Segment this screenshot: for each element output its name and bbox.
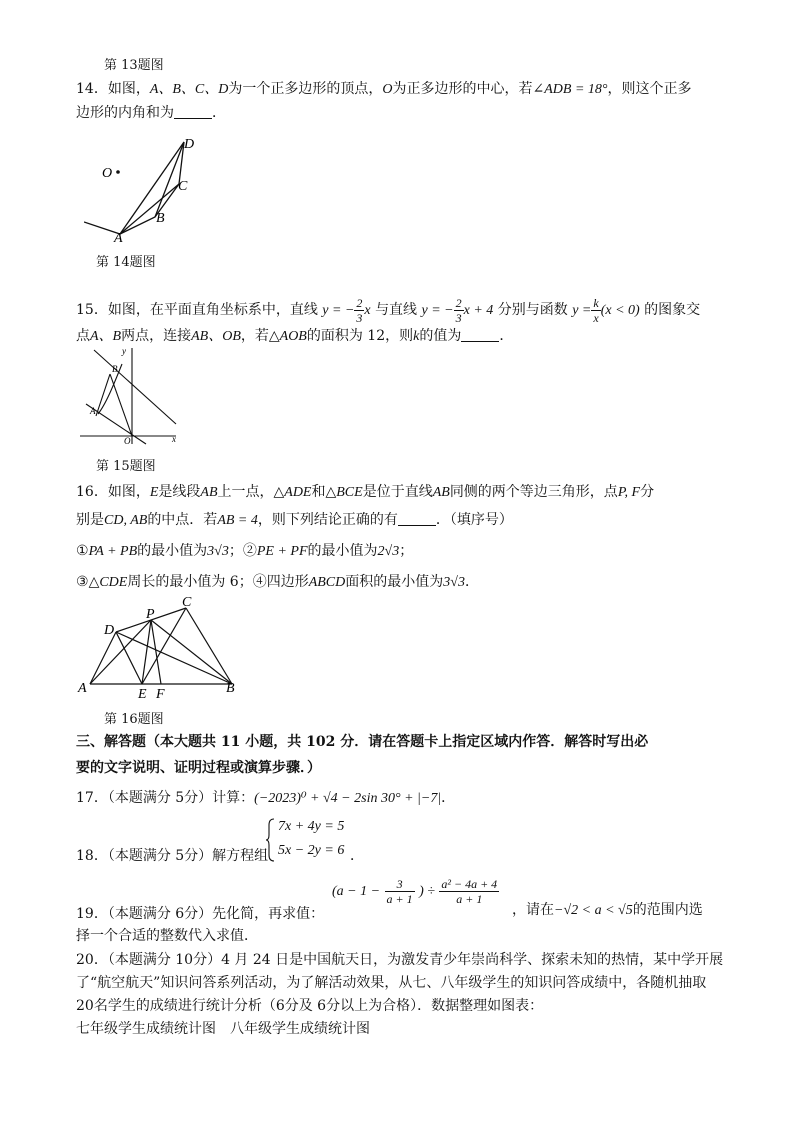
denominator: a + 1 <box>386 891 413 906</box>
question-16-line-3 <box>76 541 413 562</box>
label-f: F <box>156 687 165 702</box>
numerator: 2 <box>455 295 462 310</box>
center-point-o <box>116 170 120 174</box>
q15-function-eq: y = <box>572 303 592 318</box>
q15-text: ． <box>499 328 514 344</box>
q16-text: 上一点， <box>217 484 274 500</box>
figure-15-caption: 第 15题图 <box>96 459 156 474</box>
label-a: A <box>114 231 123 244</box>
question-15-line-1 <box>76 295 700 326</box>
label-c: C <box>182 595 192 610</box>
q16-text: 的最小值为 <box>137 543 208 559</box>
segment-pb <box>151 620 232 684</box>
q15-text: 点 <box>76 328 90 344</box>
question-16-line-4 <box>76 572 479 593</box>
label-d: D <box>104 623 115 638</box>
denominator: 3 <box>356 310 363 325</box>
q15-math: △AOB <box>268 329 307 344</box>
q16-text: 16．如图， <box>76 484 150 500</box>
question-18: 18．（本题满分 5分）解方程组 <box>76 848 269 864</box>
q15-text: 的面积为 12，则 <box>306 328 414 344</box>
q16-text: 别是 <box>76 512 104 528</box>
q16-math: 2√3 <box>377 544 400 559</box>
hyperbola-branch <box>98 364 122 414</box>
fraction <box>439 877 499 906</box>
label-p: P <box>146 607 155 622</box>
figure-15-coordinate-plane <box>76 344 186 448</box>
q19-text: 的范围内选 <box>632 902 703 918</box>
numerator: 3 <box>385 877 415 892</box>
q19-text: ，请在 <box>512 902 554 918</box>
label-b: B <box>156 211 165 226</box>
q16-math: 3√3 <box>443 575 465 590</box>
q16-math: AB <box>432 485 450 500</box>
fraction <box>354 296 364 325</box>
q15-function-eq: (x < 0) <box>600 303 640 318</box>
q14-text: 边形的内角和为 <box>76 105 174 121</box>
numerator: 2 <box>356 295 363 310</box>
q15-math: A、B <box>90 329 122 344</box>
q19-text: 19．（本题满分 6分）先化简，再求值： <box>76 906 325 922</box>
segment-db <box>116 632 232 684</box>
q16-math: △ADE <box>273 485 312 500</box>
q15-text: ，若 <box>240 328 269 344</box>
q14-text: ，则这个正多 <box>607 81 692 97</box>
q16-text: ； <box>399 543 414 559</box>
q15-text: 分别与函数 <box>497 302 568 318</box>
label-x: x <box>172 434 176 444</box>
segment-pe <box>142 620 151 684</box>
q16-text: ．（填序号） <box>435 512 513 528</box>
question-16-line-1 <box>76 482 654 503</box>
q16-text: 和 <box>311 484 326 500</box>
q16-text: ① <box>76 543 89 559</box>
numerator: k <box>593 295 599 310</box>
q15-line2-eq: x + 4 <box>463 303 494 318</box>
question-19-line-2: 择一个合适的整数代入求值． <box>76 928 258 944</box>
label-o: O <box>124 436 131 446</box>
q16-math: E <box>149 485 159 500</box>
label-c: C <box>178 179 188 194</box>
question-17 <box>76 788 455 809</box>
q15-line2-eq: y = − <box>421 303 454 318</box>
label-y: y <box>122 346 126 356</box>
label-d: D <box>184 137 195 152</box>
q16-text: 的中点．若 <box>147 512 218 528</box>
segment-ab <box>96 374 110 416</box>
question-14-line-1 <box>76 79 692 100</box>
equation-1: 7x + 4y = 5 <box>278 819 345 834</box>
q19-expression <box>332 874 499 909</box>
fraction <box>385 877 415 906</box>
q15-text: 15．如图，在平面直角坐标系中，直线 <box>76 302 318 318</box>
label-b: B <box>226 681 235 696</box>
q14-text: 14．如图， <box>76 81 150 97</box>
fraction <box>454 296 464 325</box>
q16-math: CD, AB <box>104 513 148 528</box>
q17-expression: (−2023)⁰ + √4 − 2sin 30° + |−7| <box>254 791 442 806</box>
q14-points: A、B、C、D <box>149 82 229 97</box>
q16-math: PE + PF <box>256 544 308 559</box>
q16-math: △BCE <box>325 485 363 500</box>
q16-text: 周长的最小值为 6；④四边形 <box>127 574 309 590</box>
segment-ad <box>90 632 116 684</box>
q16-math: 3√3 <box>207 544 229 559</box>
segment-cb <box>186 608 232 684</box>
q16-text: 是线段 <box>158 484 201 500</box>
question-19-tail <box>512 900 703 921</box>
q16-math: AB = 4 <box>217 513 258 528</box>
segment-pa <box>90 620 151 684</box>
system-brace-icon <box>266 817 276 863</box>
q16-text: 分 <box>640 484 655 500</box>
denominator: 3 <box>455 310 462 325</box>
q15-text: 与直线 <box>375 302 418 318</box>
equation-2: 5x − 2y = 6 <box>278 843 345 858</box>
q15-line1-eq: x <box>364 303 371 318</box>
label-a: A <box>78 681 87 696</box>
q19-range: −√2 < a < √5 <box>554 903 633 918</box>
q16-math: P, F <box>617 485 641 500</box>
q19-expr-part: (a − 1 − <box>332 884 381 899</box>
label-a: A <box>90 406 96 416</box>
q15-line1-eq: y = − <box>322 303 355 318</box>
q16-text: ；② <box>228 543 257 559</box>
question-20-line-2: 了“航空航天”知识问答系列活动，为了解活动效果，从七、八年级学生的知识问答成绩中，各随机抽取 <box>76 975 707 991</box>
label-e: E <box>138 687 147 702</box>
q14-center: O <box>382 82 393 97</box>
q16-math: AB <box>200 485 218 500</box>
question-20-line-1: 20．（本题满分 10分）4 月 24 日是中国航天日，为激发青少年崇尚科学、探索未知的热情，某中学开展 <box>76 952 724 968</box>
answer-blank[interactable] <box>174 104 212 119</box>
denominator: x <box>593 310 599 325</box>
q15-math: k <box>413 329 420 344</box>
label-b: B <box>112 364 118 374</box>
q15-text: 的图象交 <box>644 302 701 318</box>
q16-math: △CDE <box>88 575 128 590</box>
label-o: O <box>102 166 113 181</box>
figure-13-caption: 第 13题图 <box>104 58 164 73</box>
q16-text: ，则下列结论正确的有 <box>257 512 398 528</box>
q15-text: 的值为 <box>419 328 462 344</box>
q14-text: 为正多边形的中心，若 <box>392 81 533 97</box>
question-20-line-3: 20名学生的成绩进行统计分析（6分及 6分以上为合格）．数据整理如图表： <box>76 998 544 1014</box>
q16-text: 是位于直线 <box>362 484 433 500</box>
q17-text: ． <box>441 790 456 806</box>
q15-math: AB、OB <box>191 329 241 344</box>
question-14-line-2 <box>76 103 226 123</box>
q18-end: ． <box>350 848 364 864</box>
q14-text: ． <box>212 105 226 121</box>
section-3-heading: 三、解答题（本大题共 11 小题，共 102 分．请在答题卡上指定区域内作答．解答时写出必 <box>76 734 649 750</box>
polygon-edges <box>84 142 184 234</box>
answer-blank[interactable] <box>461 327 499 342</box>
figure-14-caption: 第 14题图 <box>96 255 156 270</box>
q16-math: ABCD <box>308 575 346 590</box>
fraction <box>591 296 600 325</box>
section-3-subheading: 要的文字说明、证明过程或演算步骤．） <box>76 760 321 776</box>
q14-text: 为一个正多边形的顶点， <box>228 81 383 97</box>
question-19-line-1 <box>76 904 324 924</box>
q14-angle: ∠ADB = 18° <box>532 82 608 97</box>
question-20-line-4: 七年级学生成绩统计图 八年级学生成绩统计图 <box>76 1021 370 1037</box>
q15-text: 两点，连接 <box>121 328 192 344</box>
denominator: a + 1 <box>456 891 483 906</box>
figure-16-caption: 第 16题图 <box>104 712 164 727</box>
answer-blank[interactable] <box>398 511 436 526</box>
q16-math: PA + PB <box>88 544 138 559</box>
q16-text: 面积的最小值为 <box>345 574 444 590</box>
segment-de <box>116 632 142 684</box>
figure-16-triangles <box>76 594 246 704</box>
q19-expr-part: ) ÷ <box>419 884 435 899</box>
q16-text: ． <box>464 574 479 590</box>
q16-text: 的最小值为 <box>307 543 378 559</box>
question-16-line-2 <box>76 510 513 531</box>
q17-text: 17．（本题满分 5分）计算： <box>76 790 255 806</box>
numerator: a² − 4a + 4 <box>441 876 498 891</box>
q16-text: ③ <box>76 574 89 590</box>
q16-text: 同侧的两个等边三角形，点 <box>449 484 618 500</box>
line-y-intercept-4 <box>94 350 176 424</box>
figure-14-polygon <box>84 132 214 244</box>
